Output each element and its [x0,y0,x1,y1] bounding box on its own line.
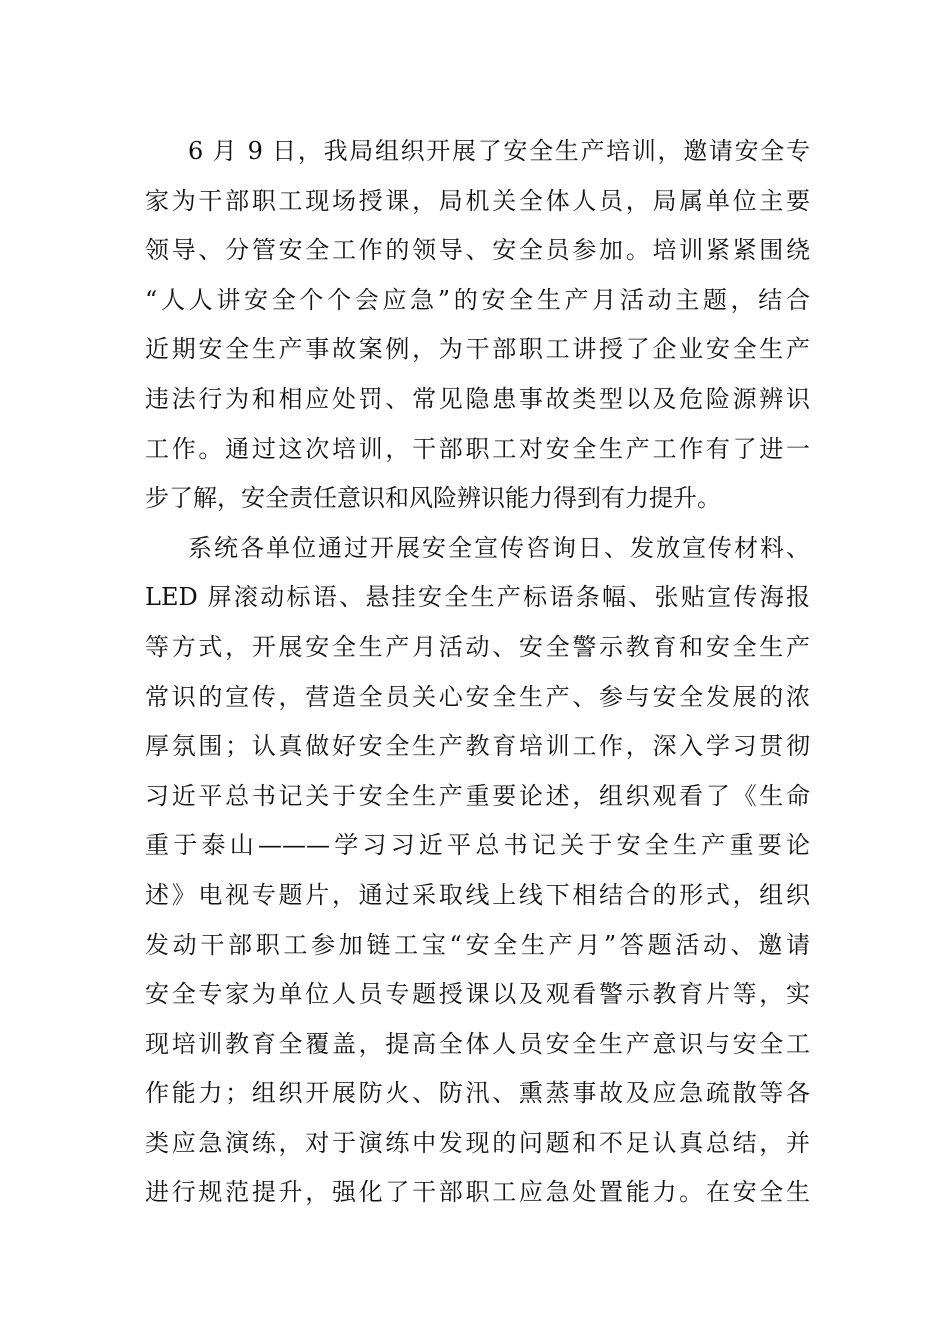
paragraph-1-line-5: 近期安全生产事故案例，为干部职工讲授了企业安全生产 [145,335,810,364]
paragraph-2-line-2: LED 屏滚动标语、悬挂安全生产标语条幅、张贴宣传海报 [145,583,810,612]
paragraph-2-line-8: 述》电视专题片，通过采取线上线下相结合的形式，组织 [145,880,810,909]
paragraph-2-line-6: 习近平总书记关于安全生产重要论述，组织观看了《生命 [145,781,810,810]
paragraph-1-line-8: 步了解，安全责任意识和风险辨识能力得到有力提升。 [145,484,721,513]
paragraph-2-line-14: 进行规范提升，强化了干部职工应急处置能力。在安全生 [145,1178,810,1207]
document-body [145,127,810,1218]
paragraph-1-line-3: 领导、分管安全工作的领导、安全员参加。培训紧紧围绕 [145,236,810,265]
paragraph-2-line-7: 重于泰山———学习习近平总书记关于安全生产重要论 [145,831,810,860]
paragraph-1 [145,127,810,524]
paragraph-2-line-11: 现培训教育全覆盖，提高全体人员安全生产意识与安全工 [145,1029,810,1058]
paragraph-2-line-5: 厚氛围；认真做好安全生产教育培训工作，深入学习贯彻 [145,732,810,761]
paragraph-1-line-2: 家为干部职工现场授课，局机关全体人员，局属单位主要 [145,186,810,215]
paragraph-2-line-4: 常识的宣传，营造全员关心安全生产、参与安全发展的浓 [145,682,810,711]
paragraph-1-line-4: “人人讲安全个个会应急”的安全生产月活动主题，结合 [145,285,810,314]
paragraph-2-line-9: 发动干部职工参加链工宝“安全生产月”答题活动、邀请 [145,930,810,959]
paragraph-2-line-3: 等方式，开展安全生产月活动、安全警示教育和安全生产 [145,632,810,661]
paragraph-2-line-12: 作能力；组织开展防火、防汛、熏蒸事故及应急疏散等各 [145,1079,810,1108]
paragraph-1-line-6: 违法行为和相应处罚、常见隐患事故类型以及危险源辨识 [145,384,810,413]
paragraph-2-line-1: 系统各单位通过开展安全宣传咨询日、发放宣传材料、 [188,533,810,562]
paragraph-2-line-13: 类应急演练，对于演练中发现的问题和不足认真总结，并 [145,1128,810,1157]
paragraph-1-line-1: 6 月 9 日，我局组织开展了安全生产培训，邀请安全专 [188,137,810,165]
paragraph-2 [145,524,810,1218]
paragraph-1-line-7: 工作。通过这次培训，干部职工对安全生产工作有了进一 [145,434,810,463]
paragraph-2-line-10: 安全专家为单位人员专题授课以及观看警示教育片等，实 [145,980,810,1009]
